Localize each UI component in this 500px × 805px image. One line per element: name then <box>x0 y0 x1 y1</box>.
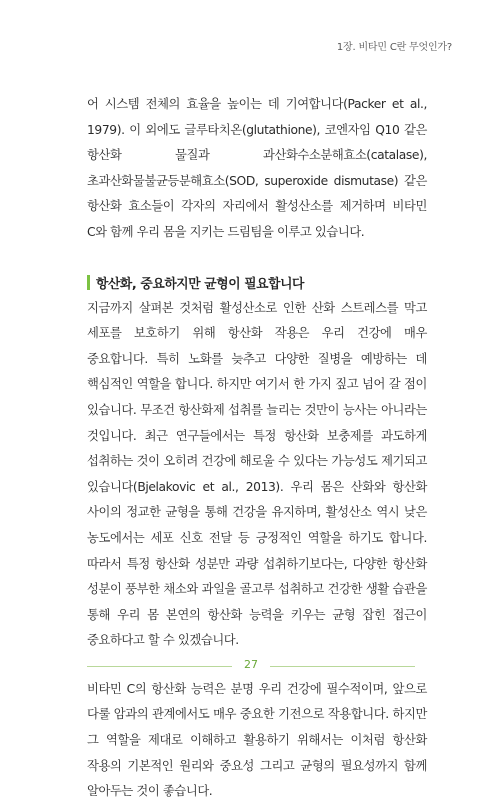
heading-accent-bar <box>87 275 90 290</box>
closing-paragraph: 비타민 C의 항산화 능력은 분명 우리 건강에 필수적이며, 앞으로 다룰 암과의 관계에서도 매우 중요한 기전으로 작용합니다. 하지만 그 역할을 제대로 이해하고 활용하기 위해서는 이처럼 항산화 작용의 기본적인 원리와 중요성 그리고 균형의 필요성까지 함께 알아두는 것이 좋습니다. <box>87 681 427 799</box>
running-header: 1장. 비타민 C란 무엇인가? <box>336 42 452 53</box>
footer-rule-left <box>87 666 232 667</box>
section-heading <box>87 272 427 294</box>
footer-rule-right <box>270 666 415 667</box>
intro-paragraph: 어 시스템 전체의 효율을 높이는 데 기여합니다(Packer et al., 1979). 이 외에도 글루타치온(glutathione), 코엔자임 Q10 같은 항산화 물질과 과산화수소분해효소(catalase), 초과산화물불균등분해효소(SOD, superoxide dismutase) 같은 항산화 효소들이 각자의 자리에서 활성산소를 제거하며 비타민 C와 함께 우리 몸을 지키는 드림팀을 이루고 있습니다. <box>87 97 427 239</box>
section-heading-text: 항산화, 중요하지만 균형이 필요합니다 <box>96 277 305 293</box>
page-body <box>87 92 427 805</box>
page-number: 27 <box>244 658 258 671</box>
section-paragraph: 지금까지 살펴본 것처럼 활성산소로 인한 산화 스트레스를 막고 세포를 보호하기 위해 항산화 작용은 우리 건강에 매우 중요합니다. 특히 노화를 늦추고 다양한 질병을 예방하는 데 핵심적인 역할을 합니다. 하지만 여기서 한 가지 짚고 넘어 갈 점이 있습니다. 무조건 항산화제 섭취를 늘리는 것만이 능사는 아니라는 것입니다. 최근 연구들에서는 특정 항산화 보충제를 과도하게 섭취하는 것이 오히려 건강에 해로울 수 있다는 가능성도 제기되고 있습니다(Bjelakovic et al., 2013). 우리 몸은 산화와 항산화 사이의 정교한 균형을 통해 건강을 유지하며, 활성산소 역시 낮은 농도에서는 세포 신호 전달 등 긍정적인 역할을 하기도 합니다. 따라서 특정 항산화 성분만 과량 섭취하기보다는, 다양한 항산화 성분이 풍부한 채소와 과일을 골고루 섭취하고 건강한 생활 습관을 통해 우리 몸 본연의 항산화 능력을 키우는 균형 잡힌 접근이 중요하다고 할 수 있겠습니다. <box>87 300 427 648</box>
